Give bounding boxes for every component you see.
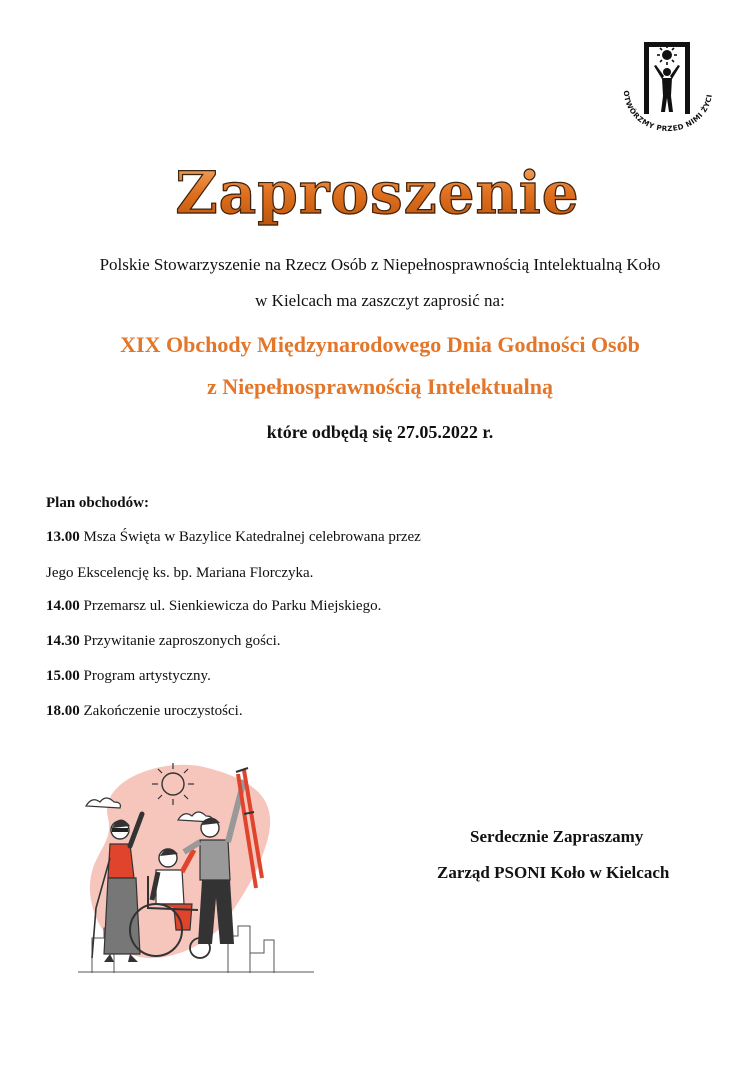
organization-logo <box>618 38 718 134</box>
plan-item-time: 14.30 <box>46 633 80 649</box>
plan-item-text: Jego Ekscelencję ks. bp. Mariana Florczyka. <box>46 565 314 581</box>
plan-item-text: Zakończenie uroczystości. <box>79 703 243 719</box>
plan-item-time: 13.00 <box>46 529 80 545</box>
plan-item-text: Msza Święta w Bazylice Katedralnej celebrowana przez <box>79 529 421 545</box>
event-title-line-1: XIX Obchody Międzynarodowego Dnia Godności Osób <box>120 332 640 357</box>
closing-line-2: Zarząd PSONI Koło w Kielcach <box>437 863 670 882</box>
plan-item-text: Przywitanie zaproszonych gości. <box>79 633 281 649</box>
page-title: Zaproszenie <box>0 158 755 228</box>
plan-item-time: 15.00 <box>46 668 80 684</box>
plan-item-text: Program artystyczny. <box>79 668 211 684</box>
plan-item <box>46 529 421 546</box>
plan-item <box>46 668 211 685</box>
intro-line-1: Polskie Stowarzyszenie na Rzecz Osób z Niepełnosprawnością Intelektualną Koło <box>99 255 661 274</box>
organization-logo-person-sun-icon <box>618 38 718 134</box>
intro-line-2: w Kielcach ma zaszczyt zaprosić na: <box>255 291 505 310</box>
plan-item <box>46 565 313 582</box>
plan-item-time: 14.00 <box>46 598 80 614</box>
plan-item-time: 18.00 <box>46 703 80 719</box>
event-title-line-2: z Niepełnosprawnością Intelektualną <box>207 374 553 399</box>
people-with-disabilities-celebrating-illustration <box>78 758 314 974</box>
plan-item <box>46 633 281 650</box>
plan-heading: Plan obchodów: <box>46 495 149 511</box>
closing-line-1: Serdecznie Zapraszamy <box>470 827 644 846</box>
plan-item <box>46 598 381 615</box>
event-date: które odbędą się 27.05.2022 r. <box>266 422 494 442</box>
illustration <box>78 758 314 974</box>
logo-motto: OTWÓRZMY PRZED NIMI ŻYCI <box>621 90 714 134</box>
plan-item <box>46 703 243 720</box>
plan-item-text: Przemarsz ul. Sienkiewicza do Parku Miejskiego. <box>79 598 382 614</box>
